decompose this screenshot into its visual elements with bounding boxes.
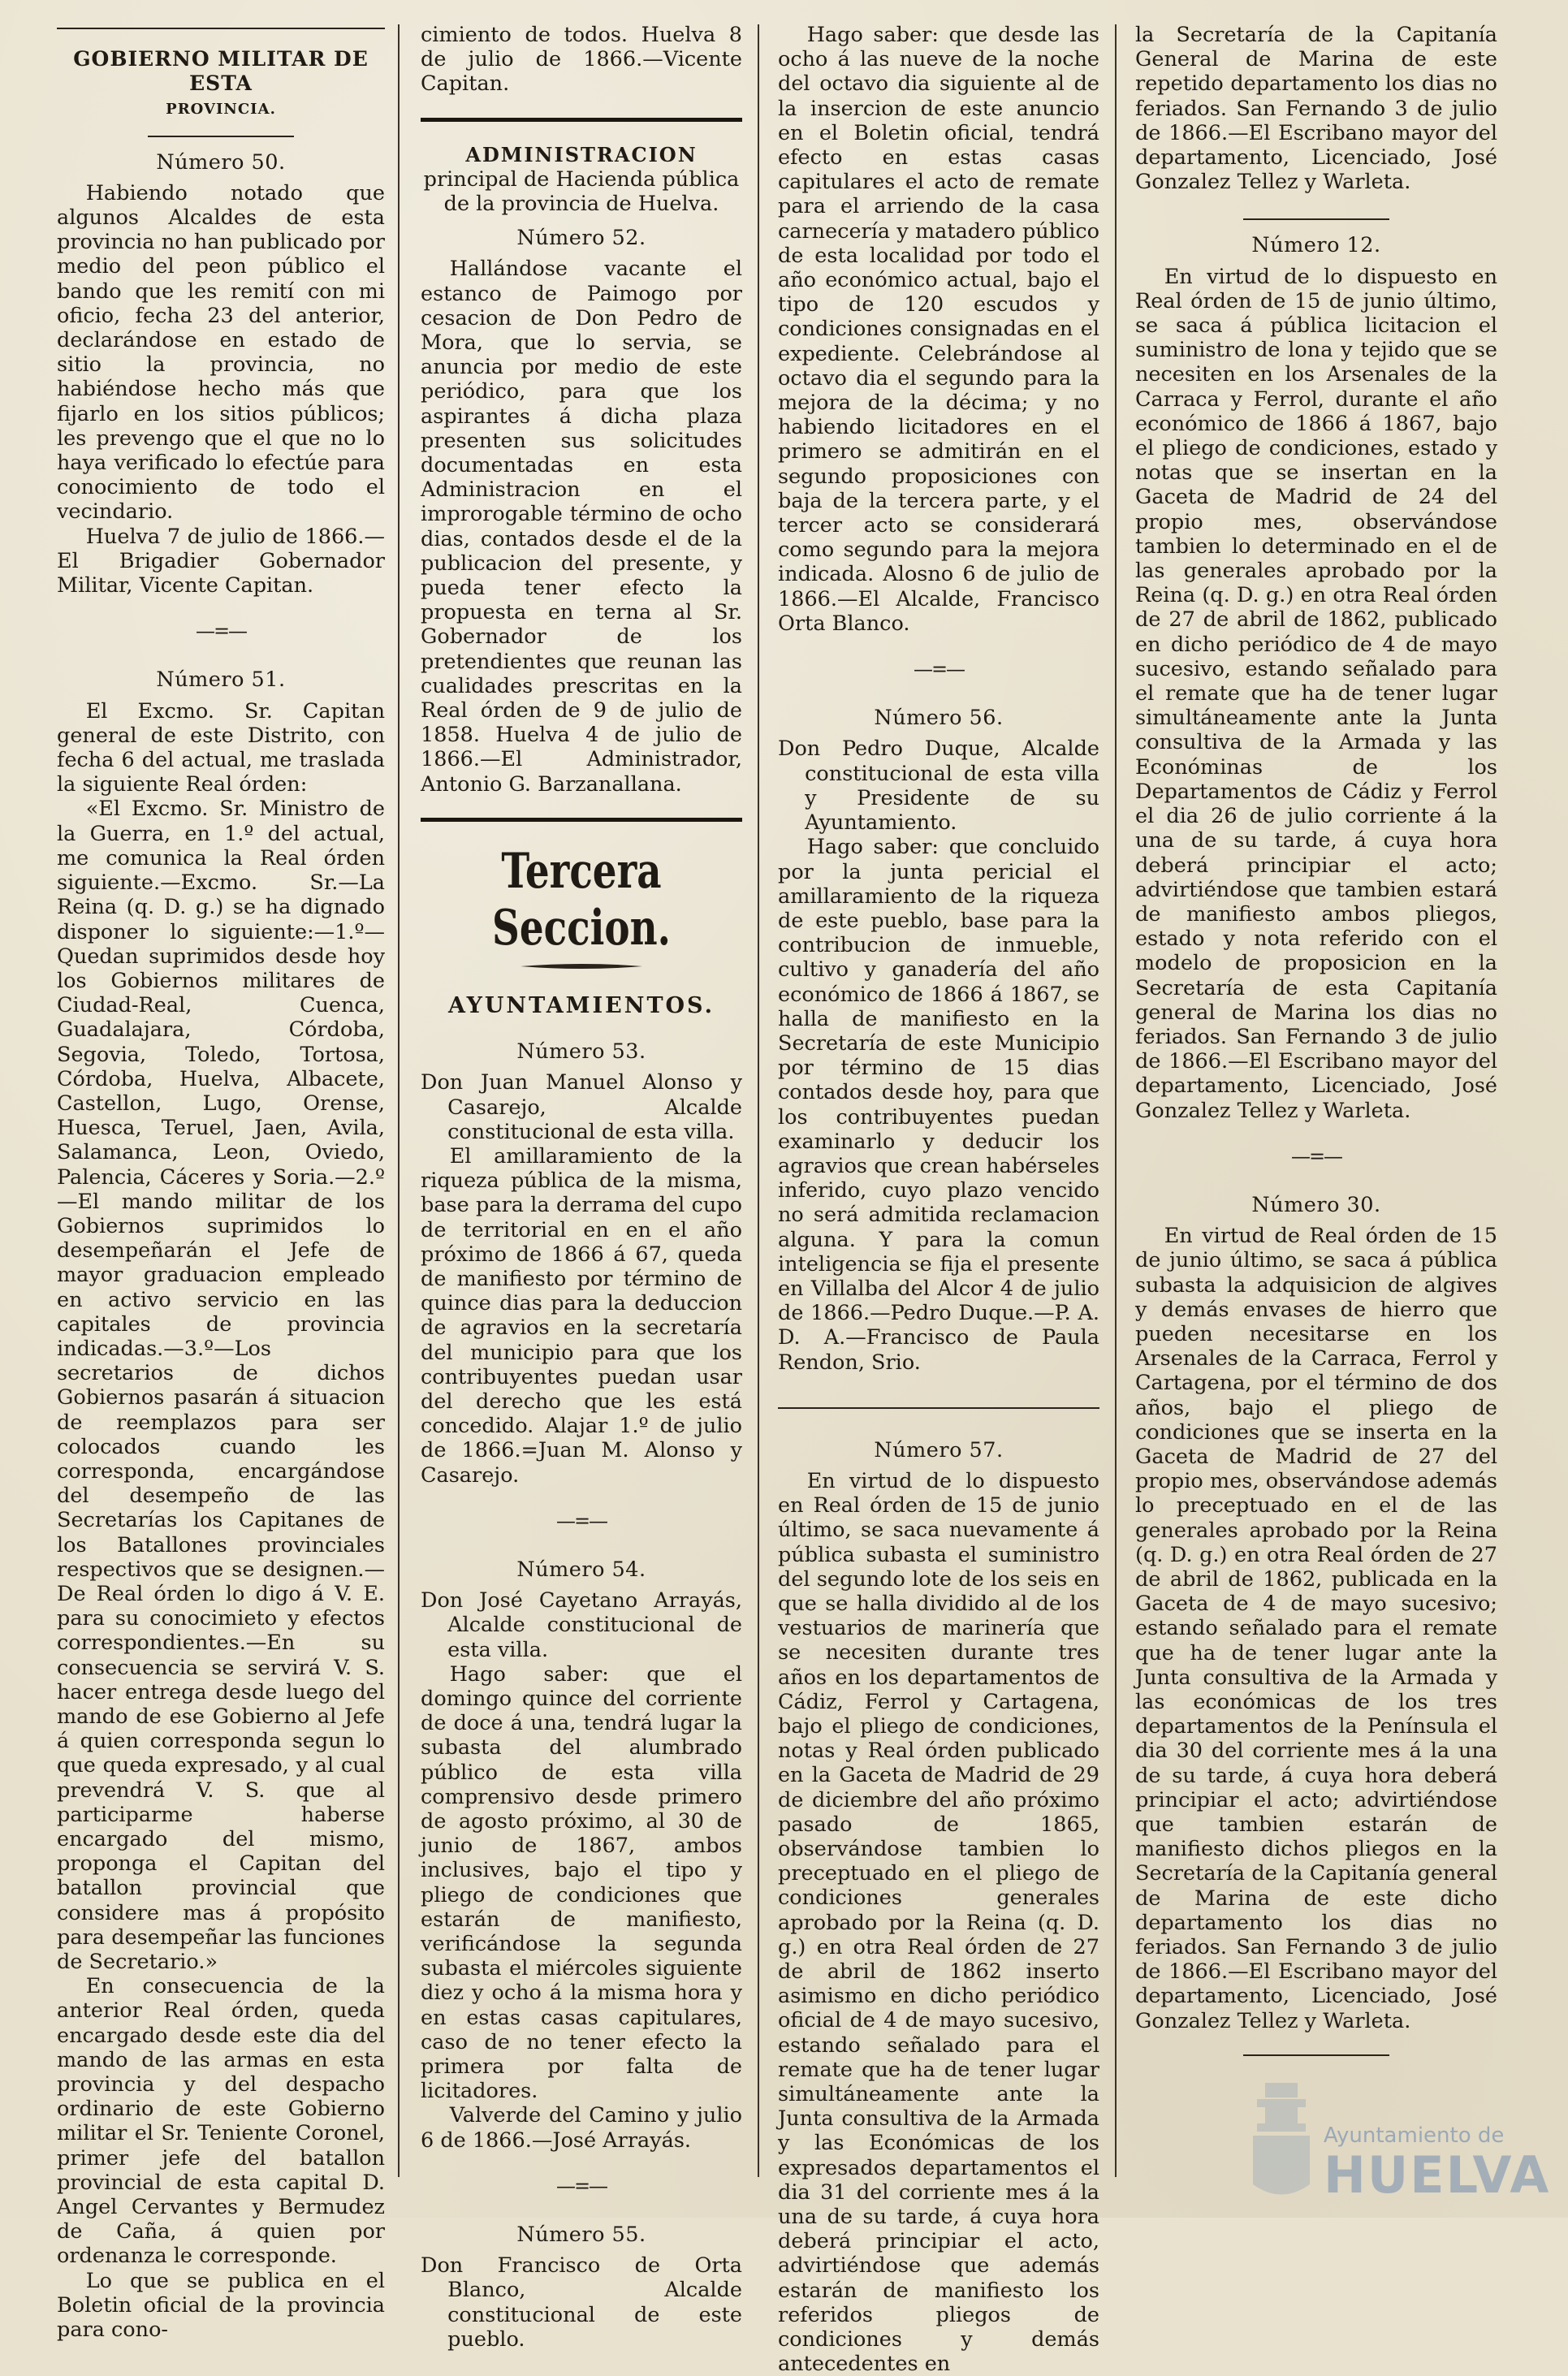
notice-body: Habiendo notado que algunos Alcaldes de esta provincia no han publicado por medio del peon público el bando que les remití con mi oficio, fecha 23 del anterior, declarándose en estado de sitio la provincia, no habiéndose hecho más que fijarlo en los sitios públicos; les prevengo que el que no lo haya verificado lo efectúe para conocimiento de todo el vecindario.	[57, 180, 385, 525]
notice-body: Hago saber: que desde las ocho á las nueve de la noche del octavo dia siguiente al de la insercion de este anuncio en el Boletin oficial, tendrá efecto en estas casas capitulares el acto de remate para el arriendo de la casa carnecería y matadero público de esta localidad por todo el año económico actual, bajo el tipo de 120 escudos y condiciones consignadas en el expediente. Celebrándose al octavo dia el segundo para la mejora de la décima; y no habiendo licitadores en el primero se admitirán en el segundo proposiciones con baja de la tercera parte, y el tercer acto se considerará como segundo para la mejora indicada. Alosno 6 de julio de 1866.—El Alcalde, Francisco Orta Blanco.	[778, 23, 1099, 636]
header-subtitle: PROVINCIA.	[166, 101, 276, 119]
section-header-gobierno-militar	[57, 47, 385, 123]
ayuntamientos-header: AYUNTAMIENTOS.	[448, 992, 715, 1018]
notice-body: Hago saber: que concluido por la junta pericial el amillaramiento de la riqueza de este pueblo, base para la contribucion de inmueble, cultivo y ganadería del año económico de 1866 á 1867, se halla de manifiesto en la Secretaría de este Municipio por término de 15 dias contados desde hoy, para que los contribuyentes puedan examinarlo y deducir los agravios que crean habérseles inferido, cuyo plazo vencido no será admitida reclamacion alguna. Y para la comun inteligencia se fija el presente en Villalba del Alcor 4 de julio de 1866.—Pedro Duque.—P. A. D. A.—Francisco de Paula Rendon, Srio.	[778, 835, 1099, 1375]
admin-header: ADMINISTRACION	[465, 142, 698, 166]
notice-heading: Don José Cayetano Arrayás, Alcalde constitucional de esta villa.	[421, 1588, 742, 1662]
notice-quote: «El Excmo. Sr. Ministro de la Guerra, en 1.º del actual, me comunica la Real órden siguiente.—Excmo. Sr.—La Reina (q. D. g.) se ha dignado disponer lo siguiente:—1.º—Quedan suprimidos desde hoy los Gobiernos militares de Ciudad-Real, Cuenca, Guadalajara, Córdoba, Segovia, Toledo, Tortosa, Córdoba, Huelva, Albacete, Castellon, Lugo, Orense, Huesca, Teruel, Jaen, Avila, Salamanca, Leon, Oviedo, Palencia, Cáceres y Soria.—2.º—El mando militar de los Gobiernos suprimidos lo desempeñarán el Jefe de mayor graduacion empleado en activo servicio en las capitales de provincia indicadas.—3.º—Los secretarios de dichos Gobiernos pasarán á situacion de reemplazos para ser colocados cuando les corresponda, encargándose del desempeño de las Secretarías los Capitanes de los Batallones provinciales respectivos que se designen.—De Real órden lo digo á V. E. para su conocimieto y efectos correspondientes.—En su consecuencia se servirá V. S. hacer entrega desde luego del mando de ese Gobierno al Jefe á quien corresponda segun lo que queda expresado, y al cual prevendrá V. S. que al participarme haberse encargado del mismo, proponga el Capitan del batallon provincial que considere mas á propósito para desempeñar las funciones de Secretario.»	[57, 797, 385, 1975]
divider	[148, 136, 294, 137]
end-divider	[1243, 2054, 1389, 2056]
header-title: GOBIERNO MILITAR DE ESTA	[73, 47, 369, 96]
notice-number: Número 30.	[1251, 1192, 1381, 1217]
column-2	[411, 23, 752, 2352]
notice-heading: Don Francisco de Orta Blanco, Alcalde constitucional de este pueblo.	[421, 2253, 742, 2352]
continued-text: la Secretaría de la Capitanía General de Marina de este repetido departamento los dias no feriados. San Fernando 3 de julio de 1866.—El Escribano mayor del departamento, Licenciado, José Gonzalez Tellez y Warleta.	[1135, 23, 1497, 195]
notice-body: Lo que se publica en el Boletin oficial de la provincia para cono-	[57, 2268, 385, 2343]
notice-body: En virtud de lo dispuesto en Real órden de 15 de junio último, se saca nuevamente á pública subasta el suministro del segundo lote de los seis en que se halla dividido al de los vestuarios de marinería que se necesiten durante tres años en los departamentos de Cádiz, Ferrol y Cartagena, bajo el pliego de condiciones, notas y Real órden publicado en la Gaceta de Madrid de 29 de diciembre del año próximo pasado de 1865, observándose tambien lo preceptuado en el pliego de condiciones generales aprobado por la Reina (q. D. g.) en otra Real órden de 27 de abril de 1862 inserto asimismo en dicho periódico oficial de 4 de mayo sucesivo, estando señalado para el remate que ha de tener lugar simultáneamente ante la Junta consultiva de la Armada y las Económicas de los expresados departamentos el dia 31 del corriente mes á la una de su tarde, á cuya hora deberá principiar el acto, advirtiéndose que además estarán de manifiesto los referidos pliegos de condiciones y demás antecedentes en	[778, 1468, 1099, 2376]
notice-number: Número 50.	[156, 149, 286, 175]
section-title: Tercera Seccion.	[492, 842, 671, 957]
notice-body: El Excmo. Sr. Capitan general de este Distrito, con fecha 6 del actual, me traslada la siguiente Real órden:	[57, 698, 385, 797]
column-rule	[1115, 24, 1117, 2177]
column-rule	[398, 24, 400, 2177]
notice-number: Número 55.	[516, 2223, 646, 2248]
notice-body: El amillaramiento de la riqueza pública de la misma, base para la derrama del cupo de territorial en en el año próximo de 1866 á 67, queda de manifiesto por término de quince dias para la deduccion de agravios en la secretaría del municipio para que los contribuyentes puedan usar del derecho que les está concedido. Alajar 1.º de julio de 1866.=Juan M. Alonso y Casarejo.	[421, 1143, 742, 1488]
notice-number: Número 52.	[516, 226, 646, 251]
top-rule	[57, 28, 385, 29]
column-1	[47, 23, 395, 2343]
notice-number: Número 57.	[874, 1437, 1004, 1462]
notice-signature: Valverde del Camino y julio 6 de 1866.—José Arrayás.	[421, 2103, 742, 2153]
separator: —=—	[555, 2174, 607, 2197]
column-3	[768, 23, 1109, 2376]
notice-number: Número 56.	[874, 706, 1004, 731]
ornament-icon	[521, 961, 642, 971]
notice-body: En consecuencia de la anterior Real órden, queda encargado desde este dia del mando de las armas en esta provincia y del despacho ordinario de este Gobierno militar el Sr. Teniente Coronel, primer jefe del batallon provincial de esta capital D. Angel Cervantes y Bermudez de Caña, á quien por ordenanza le corresponde.	[57, 1974, 385, 2269]
watermark-line1: Ayuntamiento de	[1324, 2123, 1505, 2148]
notice-heading: Don Juan Manuel Alonso y Casarejo, Alcalde constitucional de esta villa.	[421, 1070, 742, 1144]
section-rule	[421, 118, 742, 122]
notice-number: Número 12.	[1251, 233, 1381, 258]
separator: —=—	[555, 1509, 607, 1532]
watermark-line2: HUELVA	[1324, 2145, 1551, 2205]
column-4	[1125, 23, 1507, 2193]
section-rule	[421, 818, 742, 822]
notice-number: Número 54.	[516, 1557, 646, 1582]
notice-body: Hallándose vacante el estanco de Paimogo por cesacion de Don Pedro de Mora, que lo servia, se anuncia por medio de este periódico, para que los aspirantes á dicha plaza presenten sus solicitudes documentadas en esta Administracion en el improrogable término de ocho dias, contados desde el de la publicacion del presente, y pueda tener efecto la propuesta en terna al Sr. Gobernador de los pretendientes que reunan las cualidades prescritas en la Real órden de 9 de julio de 1858. Huelva 4 de julio de 1866.—El Administrador, Antonio G. Barzanallana.	[421, 257, 742, 797]
notice-body: Hago saber: que el domingo quince del corriente de doce á una, tendrá lugar la subasta del alumbrado público de esta villa comprensivo desde primero de agosto próximo, al 30 de junio de 1867, ambos inclusives, bajo el tipo y pliego de condiciones que estarán de manifiesto, verificándose la segunda subasta el miércoles siguiente diez y ocho á la misma hora y en estas casas capitulares, caso de no tener efecto la primera por falta de licitadores.	[421, 1661, 742, 2104]
divider	[1243, 218, 1389, 220]
notice-number: Número 53.	[516, 1039, 646, 1065]
continued-text: cimiento de todos. Huelva 8 de julio de 1866.—Vicente Capitan.	[421, 23, 742, 97]
separator: —=—	[1290, 1144, 1342, 1168]
separator: —=—	[913, 658, 965, 681]
column-rule	[758, 24, 759, 2177]
notice-signature: Huelva 7 de julio de 1866.—El Brigadier Gobernador Militar, Vicente Capitan.	[57, 524, 385, 598]
admin-subheader: principal de Hacienda pública de la provincia de Huelva.	[423, 166, 740, 217]
notice-number: Número 51.	[156, 667, 286, 693]
notice-heading: Don Pedro Duque, Alcalde constitucional de esta villa y Presidente de su Ayuntamiento.	[778, 737, 1099, 836]
notice-body: En virtud de lo dispuesto en Real órden de 15 de junio último, se saca á pública licitacion el suministro de lona y tejido que se necesiten en los Arsenales de la Carraca y Ferrol, durante el año económico de 1866 á 1867, bajo el pliego de condiciones, estado y notas que se insertan en la Gaceta de Madrid de 24 del propio mes, observándose tambien lo determinado en el de las generales aprobado por la Reina (q. D. g.) en otra Real órden de 27 de abril de 1862, publicado en dicho periódico de 4 de mayo sucesivo, estando señalado para el remate que ha de tener lugar simultáneamente ante la Junta consultiva de la Armada y las Económinas de los Departamentos de Cádiz y Ferrol el dia 26 de julio corriente á la una de su tarde, á cuya hora deberá principiar el acto; advirtiéndose que tambien estará de manifiesto ambos pliegos, estado y nota referido con el modelo de proposicion en la Secretaría de esta Capitanía general de Marina los dias no feriados. San Fernando 3 de julio de 1866.—El Escribano mayor del departamento, Licenciado, José Gonzalez Tellez y Warleta.	[1135, 264, 1497, 1123]
divider	[778, 1407, 1099, 1409]
separator: —=—	[195, 620, 247, 643]
notice-body: En virtud de Real órden de 15 de junio último, se saca á pública subasta la adquisicion de algives y demás envases de hierro que pueden necesitarse en los Arsenales de la Carraca, Ferrol y Cartagena, por el término de dos años, bajo el pliego de condiciones que se inserta en la Gaceta de Madrid de 27 del propio mes, observándose además lo preceptuado en el de las generales aprobado por la Reina (q. D. g.) en otra Real órden de 27 de abril de 1862, publicada en la Gaceta de 4 de mayo sucesivo; estando señalado para el remate que ha de tener lugar ante la Junta consultiva de la Armada y las económicas de los tres departamentos de la Península el dia 30 del corriente mes á la una de su tarde, á cuya hora deberá principiar el acto; advirtiéndose que tambien estarán de manifiesto dichos pliegos en la Secretaría de la Capitanía general de Marina de este dicho departamento los dias no feriados. San Fernando 3 de julio de 1866.—El Escribano mayor del departamento, Licenciado, José Gonzalez Tellez y Warleta.	[1135, 1224, 1497, 2033]
